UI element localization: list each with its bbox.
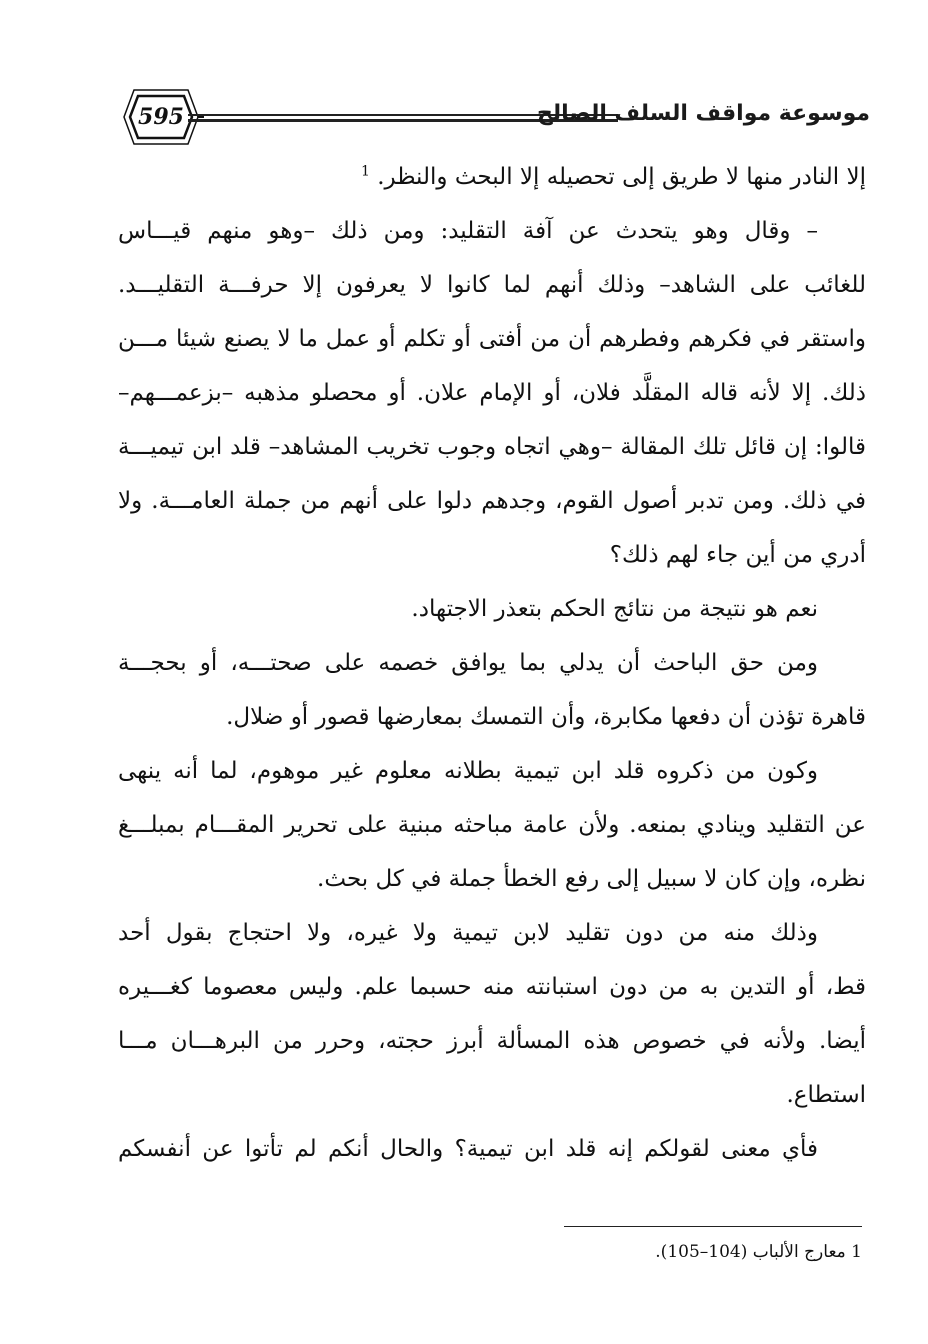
book-title: موسوعة مواقف السلف الصالح	[537, 101, 870, 126]
text-line: قالوا: إن قائل تلك المقالة –وهي اتجاه وجوب تخريب المشاهد– قلد ابن تيميـــة	[118, 434, 866, 460]
text-line: ذلك. إلا لأنه قاله المقلَّد فلان، أو الإمام علان. أو محصلو مذهبه –بزعمـــهم–	[118, 380, 866, 406]
text-line: أدري من أين جاء لهم ذلك؟	[609, 542, 866, 568]
text-line: واستقر في فكرهم وفطرهم أن من أفتى أو تكلم أو عمل ما لا يصنع شيئا مـــن	[118, 326, 866, 352]
text-line: أيضا. ولأنه في خصوص هذه المسألة أبرز حجته، وحرر من البرهـــان مـــا	[118, 1028, 866, 1054]
text-line: فأي معنى لقولكم إنه قلد ابن تيمية؟ والحال أنكم لم تأتوا عن أنفسكم	[118, 1136, 818, 1162]
text-line: عن التقليد وينادي بمنعه. ولأن عامة مباحثه مبنية على تحرير المقـــام بمبلـــغ	[118, 812, 866, 838]
text-line: قط، أو التدين به من دون استبانته منه حسبما علم. وليس معصوما كغـــيره	[118, 974, 866, 1000]
footnote-divider	[564, 1226, 862, 1227]
text-line: وذلك منه من دون تقليد لابن تيمية ولا غيره، ولا احتجاج بقول أحد	[118, 920, 818, 946]
text-line: استطاع.	[786, 1082, 866, 1108]
text-line: في ذلك. ومن تدبر أصول القوم، وجدهم دلوا على أنهم من جملة العامـــة. ولا	[118, 488, 866, 514]
text-line: نعم هو نتيجة من نتائج الحكم بتعذر الاجتهاد.	[411, 596, 818, 622]
text-line: إلا النادر منها لا طريق إلى تحصيله إلا البحث والنظر. $^1$	[360, 163, 866, 190]
footnote: 1 معارج الألباب (104–105).	[655, 1242, 862, 1262]
text-line: قاهرة تؤذن أن دفعها مكابرة، وأن التمسك بمعارضها قصور أو ضلال.	[226, 704, 866, 730]
text-line: وكون من ذكروه قلد ابن تيمية بطلانه معلوم غير موهوم، لما أنه ينهى	[118, 758, 818, 784]
page-number: 595	[138, 104, 184, 130]
text-line: نظره، وإن كان لا سبيل إلى رفع الخطأ جملة في كل بحث.	[317, 866, 866, 892]
footnote-reference[interactable]: 1	[360, 163, 370, 180]
text-line: ومن حق الباحث أن يدلي بما يوافق خصمه على صحتـــه، أو بحجـــة	[118, 650, 818, 676]
text-line: – وقال وهو يتحدث عن آفة التقليد: ومن ذلك –وهو منهم قيـــاس	[118, 218, 818, 244]
text-line: للغائب على الشاهد– وذلك أنهم لما كانوا لا يعرفون إلا حرفـــة التقليـــد.	[118, 272, 866, 298]
body-text	[118, 150, 866, 1176]
page-header	[118, 86, 870, 150]
